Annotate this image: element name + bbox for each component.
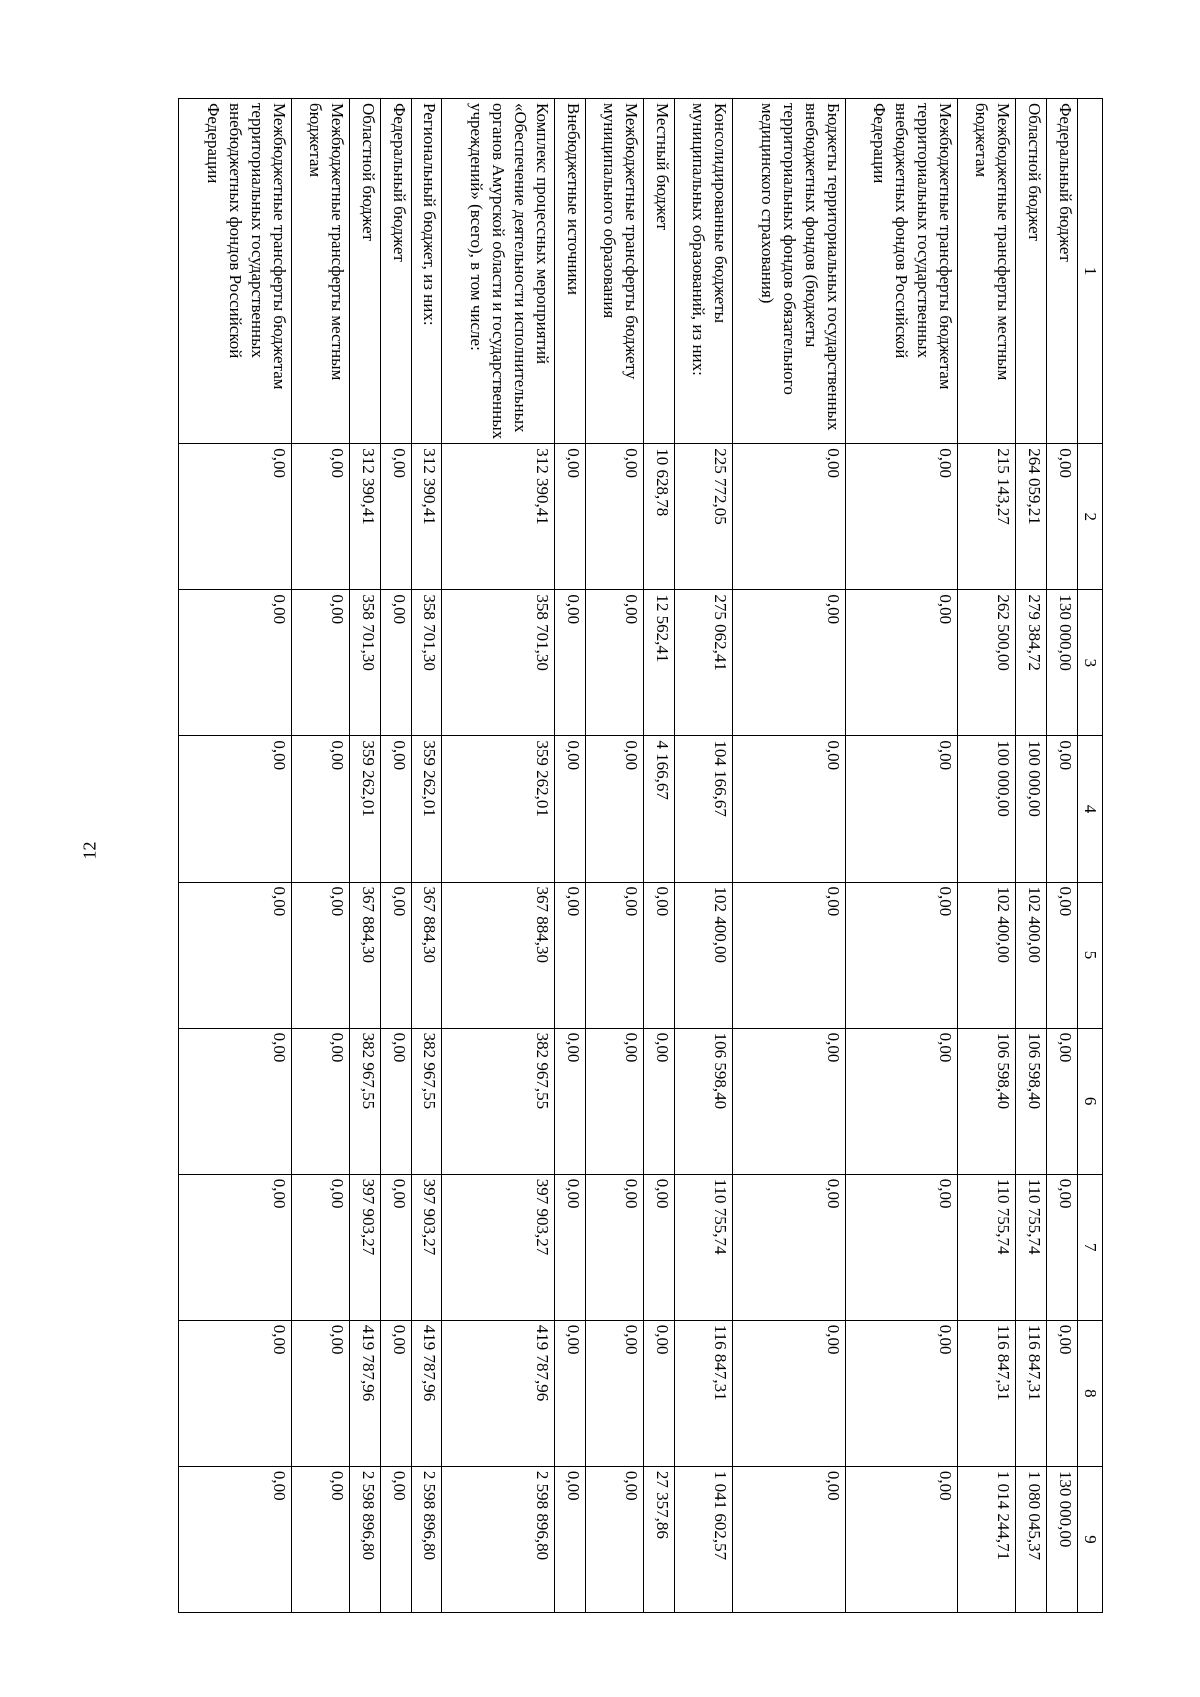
table-cell: 10 628,78: [644, 444, 675, 590]
table-cell: 0,00: [179, 882, 292, 1028]
table-cell: 358 701,30: [349, 590, 380, 736]
column-header: 3: [1078, 590, 1103, 736]
table-cell: 116 847,31: [958, 1320, 1016, 1466]
table-cell: 0,00: [733, 882, 846, 1028]
table-cell: 359 262,01: [411, 736, 442, 882]
table-cell: 419 787,96: [411, 1320, 442, 1466]
table-row: [349, 99, 380, 1613]
table-cell: 382 967,55: [349, 1028, 380, 1174]
table-row: [442, 99, 555, 1613]
table-cell: 116 847,31: [1016, 1320, 1047, 1466]
table-cell: 0,00: [644, 1028, 675, 1174]
table-cell: 0,00: [291, 1320, 349, 1466]
page-number: 12: [79, 841, 100, 860]
row-label: Межбюджетные трансферты бюджету муниципального образования: [585, 99, 643, 444]
table-cell: 110 755,74: [1016, 1174, 1047, 1320]
table-cell: 419 787,96: [349, 1320, 380, 1466]
table-cell: 0,00: [845, 1466, 958, 1612]
table-cell: 100 000,00: [1016, 736, 1047, 882]
table-cell: 0,00: [845, 882, 958, 1028]
table-cell: 312 390,41: [442, 444, 555, 590]
row-label: Межбюджетные трансферты местным бюджетам: [291, 99, 349, 444]
row-label: Бюджеты территориальных государственных внебюджетных фондов (бюджеты территориальных фондов обязательного медицинского страхования): [733, 99, 846, 444]
table-cell: 0,00: [733, 444, 846, 590]
table-cell: 0,00: [179, 1174, 292, 1320]
table-cell: 0,00: [380, 444, 411, 590]
row-label: Консолидированные бюджеты муниципальных образований, из них:: [674, 99, 732, 444]
row-label: Межбюджетные трансферты местным бюджетам: [958, 99, 1016, 444]
table-cell: 0,00: [1047, 882, 1078, 1028]
table-cell: 0,00: [845, 736, 958, 882]
table-cell: 100 000,00: [958, 736, 1016, 882]
table-cell: 0,00: [845, 1174, 958, 1320]
table-cell: 359 262,01: [349, 736, 380, 882]
table-cell: 397 903,27: [411, 1174, 442, 1320]
table-row: [291, 99, 349, 1613]
table-cell: 279 384,72: [1016, 590, 1047, 736]
row-label: Межбюджетные трансферты бюджетам территориальных государственных внебюджетных фондов Российской Федерации: [845, 99, 958, 444]
table-cell: 0,00: [644, 882, 675, 1028]
table-cell: 1 014 244,71: [958, 1466, 1016, 1612]
table-cell: 264 059,21: [1016, 444, 1047, 590]
row-label: Внебюджетные источники: [555, 99, 586, 444]
table-cell: 0,00: [845, 590, 958, 736]
table-row: [674, 99, 732, 1613]
table-cell: 419 787,96: [442, 1320, 555, 1466]
table-cell: 0,00: [1047, 444, 1078, 590]
table-cell: 0,00: [179, 1466, 292, 1612]
table-cell: 102 400,00: [1016, 882, 1047, 1028]
table-cell: 116 847,31: [674, 1320, 732, 1466]
table-cell: 312 390,41: [349, 444, 380, 590]
table-cell: 275 062,41: [674, 590, 732, 736]
table-cell: 358 701,30: [411, 590, 442, 736]
column-header: 4: [1078, 736, 1103, 882]
table-row: [958, 99, 1016, 1613]
table-cell: 0,00: [585, 444, 643, 590]
budget-table-container: [178, 98, 1103, 1613]
table-cell: 0,00: [291, 1174, 349, 1320]
table-cell: 0,00: [1047, 736, 1078, 882]
table-cell: 2 598 896,80: [411, 1466, 442, 1612]
table-cell: 102 400,00: [958, 882, 1016, 1028]
table-row: [733, 99, 846, 1613]
table-row: [411, 99, 442, 1613]
column-header: 7: [1078, 1174, 1103, 1320]
table-cell: 1 080 045,37: [1016, 1466, 1047, 1612]
table-cell: 225 772,05: [674, 444, 732, 590]
table-cell: 0,00: [291, 1028, 349, 1174]
table-cell: 0,00: [291, 444, 349, 590]
row-label: Федеральный бюджет: [380, 99, 411, 444]
table-cell: 0,00: [845, 1320, 958, 1466]
table-cell: 0,00: [179, 736, 292, 882]
table-row: [555, 99, 586, 1613]
table-cell: 0,00: [644, 1320, 675, 1466]
table-cell: 397 903,27: [442, 1174, 555, 1320]
table-cell: 0,00: [380, 882, 411, 1028]
table-cell: 0,00: [380, 1174, 411, 1320]
table-row: [845, 99, 958, 1613]
table-cell: 0,00: [1047, 1028, 1078, 1174]
table-cell: 0,00: [380, 1028, 411, 1174]
table-cell: 0,00: [179, 444, 292, 590]
table-cell: 0,00: [585, 590, 643, 736]
table-cell: 0,00: [380, 1320, 411, 1466]
table-cell: 0,00: [733, 1320, 846, 1466]
table-cell: 130 000,00: [1047, 590, 1078, 736]
row-label: Местный бюджет: [644, 99, 675, 444]
column-header: 9: [1078, 1466, 1103, 1612]
table-cell: 0,00: [555, 882, 586, 1028]
table-cell: 130 000,00: [1047, 1466, 1078, 1612]
table-cell: 0,00: [585, 882, 643, 1028]
column-header: 1: [1078, 99, 1103, 444]
table-cell: 0,00: [291, 736, 349, 882]
table-row: [1016, 99, 1047, 1613]
table-cell: 0,00: [733, 590, 846, 736]
table-row: [179, 99, 292, 1613]
table-cell: 358 701,30: [442, 590, 555, 736]
table-body: [179, 99, 1078, 1613]
column-header: 2: [1078, 444, 1103, 590]
table-cell: 0,00: [179, 1028, 292, 1174]
column-header: 8: [1078, 1320, 1103, 1466]
table-cell: 2 598 896,80: [349, 1466, 380, 1612]
row-label: Региональный бюджет, из них:: [411, 99, 442, 444]
table-cell: 0,00: [555, 1174, 586, 1320]
table-cell: 0,00: [1047, 1320, 1078, 1466]
table-row: [644, 99, 675, 1613]
table-cell: 0,00: [1047, 1174, 1078, 1320]
table-cell: 2 598 896,80: [442, 1466, 555, 1612]
table-cell: 0,00: [585, 1028, 643, 1174]
table-cell: 1 041 602,57: [674, 1466, 732, 1612]
table-cell: 0,00: [555, 736, 586, 882]
table-cell: 382 967,55: [442, 1028, 555, 1174]
table-cell: 0,00: [380, 736, 411, 882]
table-cell: 104 166,67: [674, 736, 732, 882]
table-cell: 0,00: [291, 590, 349, 736]
table-cell: 0,00: [555, 590, 586, 736]
table-cell: 367 884,30: [442, 882, 555, 1028]
table-row: [1047, 99, 1078, 1613]
table-cell: 110 755,74: [674, 1174, 732, 1320]
table-cell: 110 755,74: [958, 1174, 1016, 1320]
budget-table: [178, 98, 1103, 1613]
row-label: Межбюджетные трансферты бюджетам территориальных государственных внебюджетных фондов Российской Федерации: [179, 99, 292, 444]
table-cell: 0,00: [380, 1466, 411, 1612]
table-cell: 367 884,30: [349, 882, 380, 1028]
table-cell: 0,00: [733, 1466, 846, 1612]
table-cell: 0,00: [555, 1466, 586, 1612]
table-cell: 0,00: [179, 590, 292, 736]
table-cell: 312 390,41: [411, 444, 442, 590]
table-cell: 27 357,86: [644, 1466, 675, 1612]
table-cell: 0,00: [585, 1466, 643, 1612]
table-cell: 367 884,30: [411, 882, 442, 1028]
table-cell: 102 400,00: [674, 882, 732, 1028]
table-cell: 106 598,40: [1016, 1028, 1047, 1174]
table-cell: 0,00: [845, 444, 958, 590]
table-cell: 0,00: [733, 1028, 846, 1174]
table-cell: 0,00: [555, 1320, 586, 1466]
header-row: [1078, 99, 1103, 1613]
table-cell: 0,00: [179, 1320, 292, 1466]
table-cell: 382 967,55: [411, 1028, 442, 1174]
table-cell: 0,00: [733, 736, 846, 882]
table-row: [585, 99, 643, 1613]
table-cell: 215 143,27: [958, 444, 1016, 590]
table-cell: 0,00: [585, 736, 643, 882]
table-cell: 0,00: [733, 1174, 846, 1320]
table-cell: 0,00: [291, 1466, 349, 1612]
table-cell: 0,00: [555, 1028, 586, 1174]
table-cell: 0,00: [380, 590, 411, 736]
column-header: 5: [1078, 882, 1103, 1028]
table-cell: 0,00: [845, 1028, 958, 1174]
table-cell: 0,00: [585, 1174, 643, 1320]
table-cell: 106 598,40: [958, 1028, 1016, 1174]
table-cell: 106 598,40: [674, 1028, 732, 1174]
row-label: Федеральный бюджет: [1047, 99, 1078, 444]
row-label: Областной бюджет: [1016, 99, 1047, 444]
column-header: 6: [1078, 1028, 1103, 1174]
row-label: Областной бюджет: [349, 99, 380, 444]
table-row: [380, 99, 411, 1613]
table-cell: 359 262,01: [442, 736, 555, 882]
table-cell: 12 562,41: [644, 590, 675, 736]
table-cell: 262 500,00: [958, 590, 1016, 736]
table-cell: 397 903,27: [349, 1174, 380, 1320]
table-cell: 0,00: [555, 444, 586, 590]
table-cell: 0,00: [291, 882, 349, 1028]
table-cell: 4 166,67: [644, 736, 675, 882]
table-cell: 0,00: [644, 1174, 675, 1320]
table-cell: 0,00: [585, 1320, 643, 1466]
row-label: Комплекс процессных мероприятий «Обеспечение деятельности исполнительных органов Амурской области и государственных учреждений» (всего), в том числе:: [442, 99, 555, 444]
